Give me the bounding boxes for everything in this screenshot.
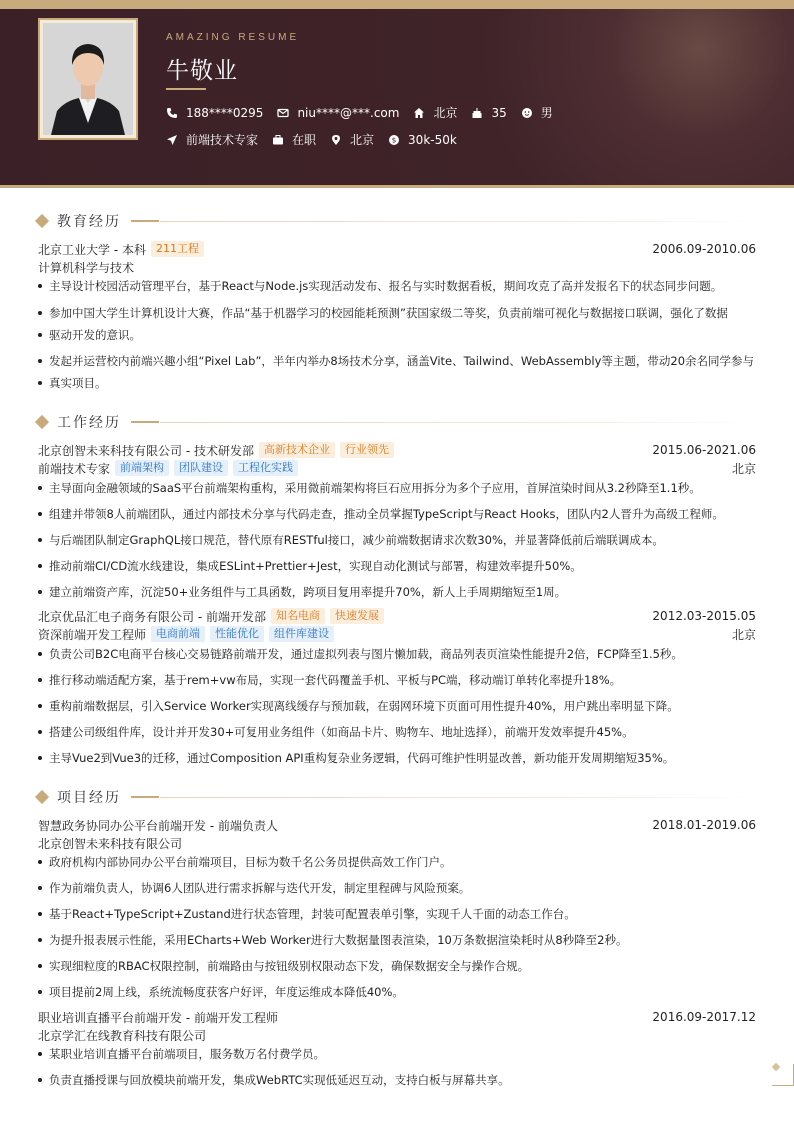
section-title-line (131, 220, 159, 222)
job-role-row (38, 625, 756, 643)
job-bullet: 推动前端CI/CD流水线建设，集成ESLint+Prettier+Jest，实现自动化测试与部署，构建效率提升50%。 (38, 555, 756, 577)
age-info (471, 106, 506, 120)
work-section-title (34, 412, 159, 432)
job-bullet: 负责公司B2C电商平台核心交易链路前端开发，通过虚拟列表与图片懒加载，商品列表页渲染性能提升2倍，FCP降至1.5秒。 (38, 643, 756, 665)
gender-icon (521, 107, 533, 119)
section-title-line (131, 421, 159, 423)
job-intent-row (166, 131, 471, 148)
section-rule (160, 422, 756, 423)
role-tag: 前端架构 (115, 460, 169, 476)
job-bullet: 组建并带领8人前端团队，通过内部技术分享与代码走查，推动全员掌握TypeScript与React Hooks，团队内2人晋升为高级工程师。 (38, 503, 756, 525)
education-section-title (34, 211, 159, 231)
phone-icon (166, 107, 178, 119)
role-tag: 团队建设 (174, 460, 228, 476)
name-underline (166, 88, 206, 90)
mail-icon (277, 107, 289, 119)
job-bullet: 推行移动端适配方案，基于rem+vw布局，实现一套代码覆盖手机、平板与PC端，移动端订单转化率提升18%。 (38, 669, 756, 691)
location-pin-icon (330, 134, 342, 146)
section-diamond-icon (35, 415, 49, 429)
education-bullet-continuation-text: 真实项目。 (49, 376, 107, 390)
project-bullet: 负责直播授课与回放模块前端开发，集成WebRTC实现低延迟互动，支持白板与屏幕共享。 (38, 1069, 756, 1091)
major-text: 计算机科学与技术 (38, 260, 135, 275)
project-name: 职业培训直播平台前端开发 - 前端开发工程师 (38, 1010, 278, 1025)
briefcase-icon (272, 134, 284, 146)
hometown-text: 北京 (433, 106, 458, 120)
role-tag: 性能优化 (210, 626, 264, 642)
role-tag: 组件库建设 (269, 626, 334, 642)
gender-info (521, 104, 553, 121)
home-icon (413, 107, 425, 119)
job-role: 前端技术专家 (38, 461, 111, 476)
section-diamond-icon (35, 214, 49, 228)
job-header-row (38, 441, 756, 459)
section-rule (160, 797, 756, 798)
projects-section-title (34, 787, 159, 807)
profile-photo-frame (38, 18, 138, 140)
employment-status-info (272, 131, 316, 148)
contact-info-row (166, 104, 567, 121)
projects-title-text: 项目经历 (57, 790, 121, 806)
job-bullet: 重构前端数据层，引入Service Worker实现离线缓存与预加载，在弱网环境下页面可用性提升40%，用户跳出率明显下降。 (38, 695, 756, 717)
education-bullet-continuation (38, 324, 756, 346)
job-bullet: 主导面向金融领域的SaaS平台前端架构重构，采用微前端架构将巨石应用拆分为多个子应用，首屏渲染时间从3.2秒降至1.1秒。 (38, 477, 756, 499)
project-bullet: 政府机构内部协同办公平台前端项目，目标为数千名公务员提供高效工作门户。 (38, 851, 756, 873)
education-header-row (38, 240, 756, 258)
section-diamond-icon (35, 790, 49, 804)
project-date: 2018.01-2019.06 (652, 818, 756, 832)
project-bullet: 项目提前2周上线，系统流畅度获客户好评，年度运维成本降低40%。 (38, 981, 756, 1003)
project-org-row (38, 1026, 756, 1044)
company-tag: 知名电商 (271, 608, 325, 624)
age-text: 35 (491, 105, 507, 120)
school-tag: 211工程 (151, 241, 204, 257)
education-bullet-continuation-text: 驱动开发的意识。 (49, 328, 141, 342)
birthday-cake-icon (471, 107, 483, 119)
role-tag: 工程化实践 (233, 460, 298, 476)
project-date: 2016.09-2017.12 (652, 1010, 756, 1024)
phone-info (166, 106, 263, 120)
section-rule (160, 221, 756, 222)
school-name: 北京工业大学 - 本科 (38, 242, 146, 257)
resume-subtitle: AMAZING RESUME (166, 32, 300, 43)
project-org: 北京创智未来科技有限公司 (38, 836, 183, 851)
expected-salary-text: 30k-50k (408, 132, 457, 147)
email-info (277, 106, 399, 120)
candidate-name: 牛敬业 (166, 58, 238, 84)
project-name: 智慧政务协同办公平台前端开发 - 前端负责人 (38, 818, 278, 833)
job-city: 北京 (731, 627, 756, 642)
target-position-info (166, 131, 258, 148)
job-bullet: 与后端团队制定GraphQL接口规范，替代原有RESTful接口，减少前端数据请求次数30%，并显著降低前后端联调成本。 (38, 529, 756, 551)
company-tag: 高新技术企业 (259, 442, 335, 458)
svg-text:$: $ (391, 136, 397, 145)
job-role-row (38, 459, 756, 477)
header-accent-line (0, 185, 794, 188)
education-date: 2006.09-2010.06 (652, 242, 756, 256)
job-bullet: 主导Vue2到Vue3的迁移，通过Composition API重构复杂业务逻辑，代码可维护性明显改善，新功能开发周期缩短35%。 (38, 747, 756, 769)
project-header-row (38, 1008, 756, 1026)
project-bullet: 基于React+TypeScript+Zustand进行状态管理，封装可配置表单引擎，实现千人千面的动态工作台。 (38, 903, 756, 925)
company-name: 北京创智未来科技有限公司 - 技术研发部 (38, 443, 254, 458)
top-accent-strip (0, 0, 794, 9)
phone-text: 188****0295 (186, 105, 264, 120)
education-bullet: 发起并运营校内前端兴趣小组“Pixel Lab”，半年内举办8场技术分享，涵盖Vite、Tailwind、WebAssembly等主题，带动20余名同学参与 (38, 350, 756, 372)
gender-text: 男 (540, 106, 553, 120)
education-bullet: 参加中国大学生计算机设计大赛，作品“基于机器学习的校园能耗预测”获国家级二等奖，负责前端可视化与数据接口联调，强化了数据 (38, 302, 756, 324)
company-tag: 行业领先 (340, 442, 394, 458)
expected-salary-info (388, 133, 457, 147)
role-tag: 电商前端 (151, 626, 205, 642)
money-icon (388, 134, 400, 146)
section-title-line (131, 796, 159, 798)
project-bullet: 某职业培训直播平台前端项目，服务数万名付费学员。 (38, 1043, 756, 1065)
job-date: 2015.06-2021.06 (652, 443, 756, 457)
company-name: 北京优品汇电子商务有限公司 - 前端开发部 (38, 609, 266, 624)
project-bullet: 为提升报表展示性能，采用ECharts+Web Worker进行大数据量图表渲染，10万条数据渲染耗时从8秒降至2秒。 (38, 929, 756, 951)
send-icon (166, 134, 178, 146)
project-org: 北京学汇在线教育科技有限公司 (38, 1028, 207, 1043)
project-bullet: 实现细粒度的RBAC权限控制，前端路由与按钮级别权限动态下发，确保数据安全与操作合规。 (38, 955, 756, 977)
project-org-row (38, 834, 756, 852)
job-city: 北京 (731, 461, 756, 476)
profile-photo (43, 23, 133, 135)
education-major-row (38, 258, 756, 276)
job-bullet: 建立前端资产库，沉淀50+业务组件与工具函数，跨项目复用率提升70%，新人上手周期缩短至1周。 (38, 581, 756, 603)
project-bullet: 作为前端负责人，协调6人团队进行需求拆解与迭代开发，制定里程碑与风险预案。 (38, 877, 756, 899)
hometown-info (413, 104, 457, 121)
employment-status-text: 在职 (292, 133, 317, 147)
target-position-text: 前端技术专家 (186, 133, 259, 147)
education-title-text: 教育经历 (57, 214, 121, 230)
education-bullet-continuation (38, 372, 756, 394)
education-bullet: 主导设计校园活动管理平台，基于React与Node.js实现活动发布、报名与实时数据看板，期间攻克了高并发报名下的状态同步问题。 (38, 275, 756, 297)
job-header-row (38, 607, 756, 625)
job-role: 资深前端开发工程师 (38, 627, 147, 642)
email-text: niu****@***.com (297, 105, 400, 120)
target-city-text: 北京 (350, 133, 375, 147)
project-header-row (38, 816, 756, 834)
job-bullet: 搭建公司级组件库，设计并开发30+可复用业务组件（如商品卡片、购物车、地址选择），前端开发效率提升45%。 (38, 721, 756, 743)
company-tag: 快速发展 (330, 608, 384, 624)
work-title-text: 工作经历 (57, 415, 121, 431)
target-city-info (330, 131, 374, 148)
job-date: 2012.03-2015.05 (652, 609, 756, 623)
